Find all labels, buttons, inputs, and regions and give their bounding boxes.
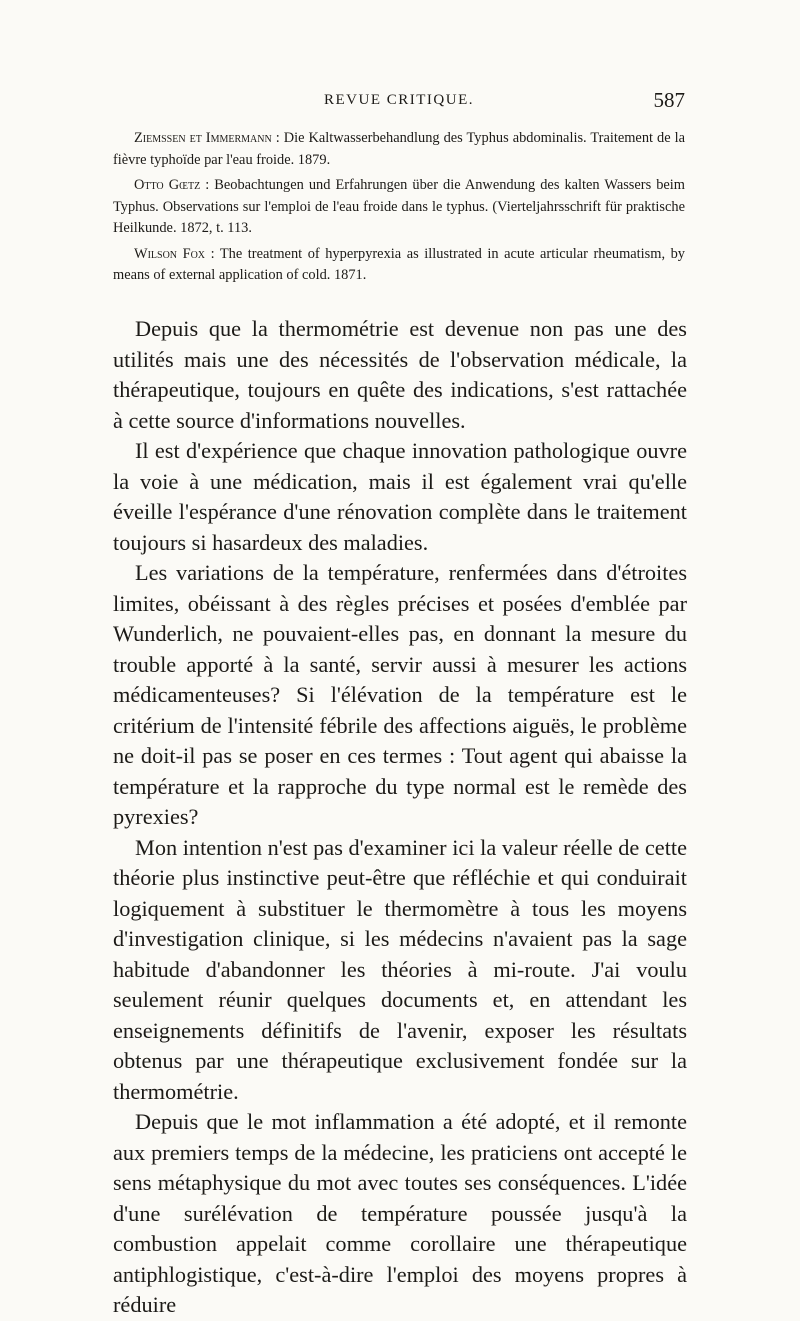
body-text: [113, 314, 687, 1321]
bibliography-author: Otto Gœtz: [134, 177, 201, 193]
bibliography-entry: [113, 128, 685, 171]
running-head: [113, 88, 685, 118]
bibliography: [113, 128, 685, 291]
bibliography-entry: [113, 175, 685, 240]
page-number: 587: [653, 88, 685, 112]
body-paragraph: Il est d'expérience que chaque innovation pathologique ouvre la voie à une médication, mais il est également vrai qu'elle éveille l'espérance d'une rénovation complète dans le traitement toujours si hasardeux des maladies.: [113, 438, 687, 555]
bibliography-text: : Beobachtungen und Erfahrungen über die Anwendung des kalten Wassers beim Typhus. Observations sur l'emploi de l'eau froide dans le typhus. (Vierteljahrsschrift für praktische Heilkunde. 1872, t. 113.: [113, 177, 686, 236]
running-title: REVUE CRITIQUE.: [324, 92, 474, 108]
body-paragraph: Depuis que le mot inflammation a été adopté, et il remonte aux premiers temps de la médecine, les praticiens ont accepté le sens métaphysique du mot avec toutes ses conséquences. L'idée d'une surélévation de température poussée jusqu'à la combustion appelait comme corollaire une thérapeutique antiphlogistique, c'est-à-dire l'emploi des moyens propres à réduire: [113, 1109, 687, 1317]
bibliography-author: Ziemssen et Immermann: [134, 130, 272, 146]
body-paragraph: Mon intention n'est pas d'examiner ici la valeur réelle de cette théorie plus instinctive peut-être que réfléchie et qui conduirait logiquement à substituer le thermomètre à tous les moyens d'investigation clinique, si les médecins n'avaient pas la sage habitude d'abandonner les théories à mi-route. J'ai voulu seulement réunir quelques documents et, en attendant les enseignements définitifs de l'avenir, exposer les résultats obtenus par une thérapeutique exclusivement fondée sur la thermométrie.: [113, 834, 687, 1104]
body-paragraph: Depuis que la thermométrie est devenue non pas une des utilités mais une des nécessités de l'observation médicale, la thérapeutique, toujours en quête des indications, s'est rattachée à cette source d'informations nouvelles.: [113, 316, 687, 433]
bibliography-text: : The treatment of hyperpyrexia as illustrated in acute articular rheumatism, by means of external application of cold. 1871.: [113, 245, 685, 283]
bibliography-text: : Die Kaltwasserbehandlung des Typhus abdominalis. Traitement de la fièvre typhoïde par l'eau froide. 1879.: [113, 130, 685, 168]
bibliography-author: Wilson Fox: [134, 245, 206, 262]
body-paragraph: Les variations de la température, renfermées dans d'étroites limites, obéissant à des règles précises et posées d'emblée par Wunderlich, ne pouvaient-elles pas, en donnant la mesure du trouble apporté à la santé, servir aussi à mesurer les actions médicamenteuses? Si l'élévation de la température est le critérium de l'intensité fébrile des affections aiguës, le problème ne doit-il pas se poser en ces termes : Tout agent qui abaisse la température et la rapproche du type normal est le remède des pyrexies?: [113, 560, 687, 829]
bibliography-entry: [113, 244, 685, 287]
